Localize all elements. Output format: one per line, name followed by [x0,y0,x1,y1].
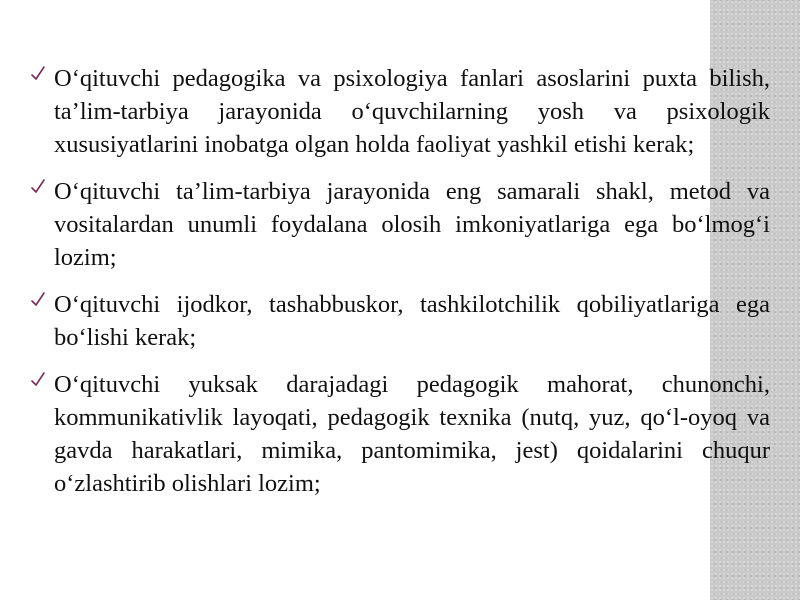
bullet-item [30,368,770,500]
bullet-text: O‘qituvchi yuksak darajadagi pedagogik mahorat, chunonchi, kommunikativlik layoqati, pedagogik texnika (nutq, yuz, qo‘l-oyoq va gavda harakatlari, mimika, pantomimika, jest) qoidalarini chuqur o‘zlashtirib olishlari lozim; [54,371,770,497]
checkmark-icon [30,64,46,84]
checkmark-icon [30,290,46,310]
bullet-item [30,288,770,354]
bullet-text: O‘qituvchi ijodkor, tashabbuskor, tashkilotchilik qobiliyatlariga ega bo‘lishi kerak; [54,291,770,351]
bullet-item [30,62,770,161]
bullet-item [30,175,770,274]
bullet-list [30,62,770,514]
checkmark-icon [30,370,46,390]
bullet-text: O‘qituvchi pedagogika va psixologiya fanlari asoslarini puxta bilish, ta’lim-tarbiya jarayonida o‘quvchilarning yosh va psixologik xususiyatlarini inobatga olgan holda faoliyat yashkil etishi kerak; [54,65,770,158]
checkmark-icon [30,177,46,197]
bullet-text: O‘qituvchi ta’lim-tarbiya jarayonida eng samarali shakl, metod va vositalardan unumli foydalana olosih imkoniyatlariga ega bo‘lmog‘i lozim; [54,178,770,271]
